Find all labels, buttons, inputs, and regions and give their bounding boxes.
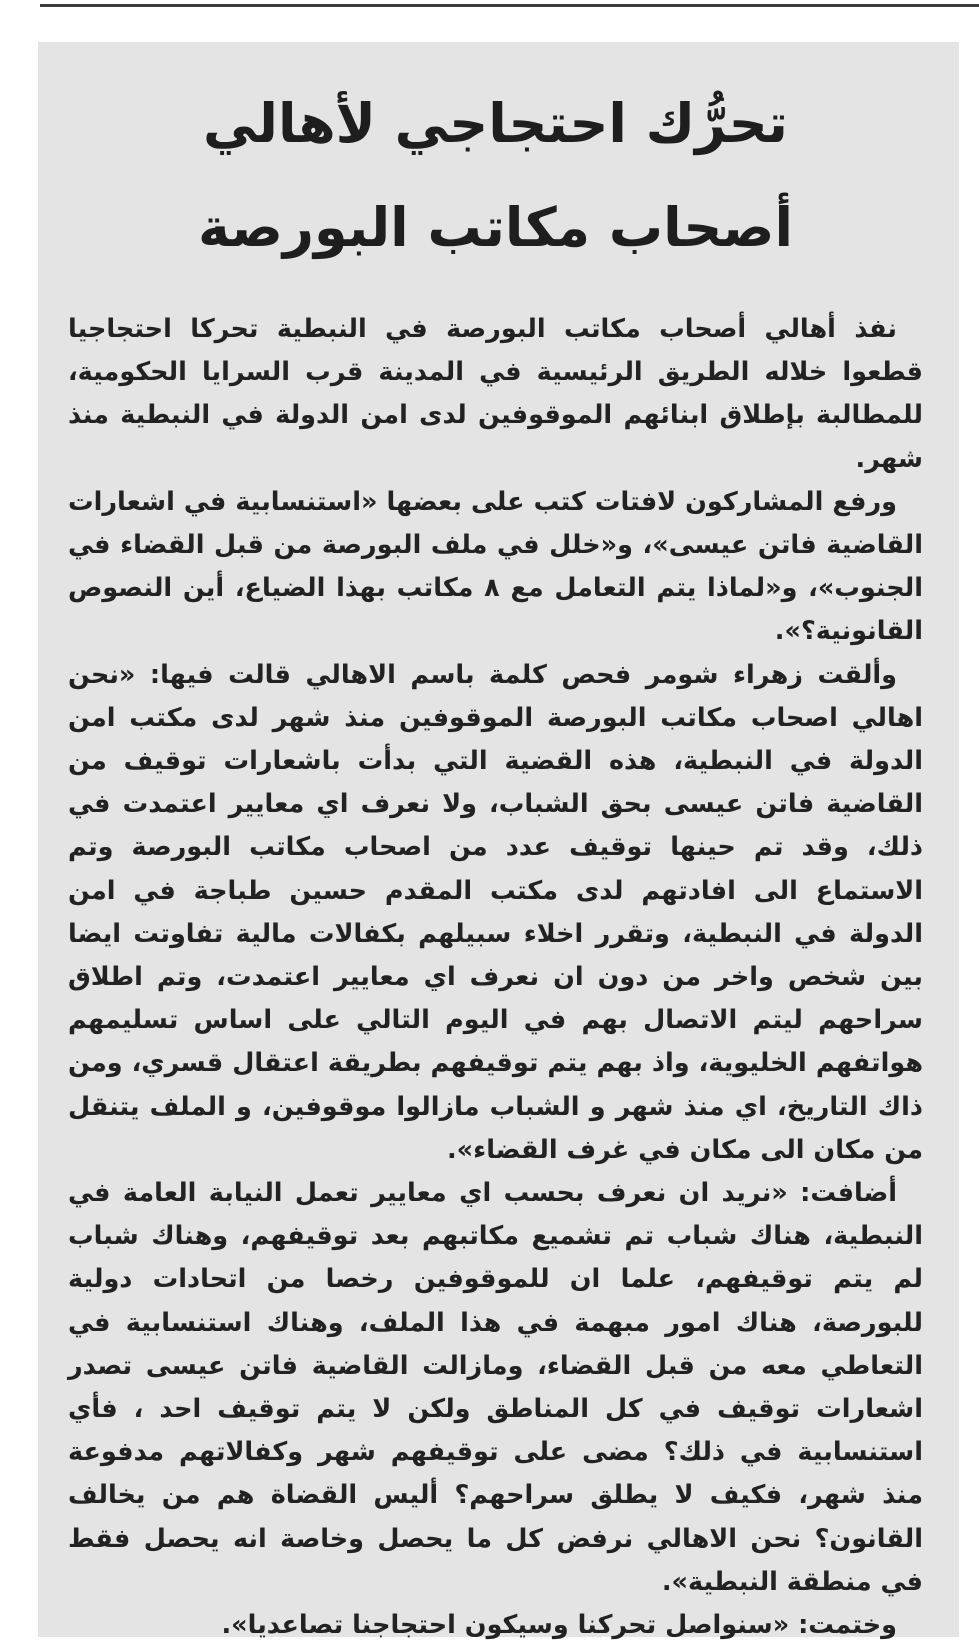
paragraph-1: نفذ أهالي أصحاب مكاتب البورصة في النبطية تحركا احتجاجيا قطعوا خلاله الطريق الرئيسية في المدينة قرب السرايا الحكومية، للمطالبة بإطلاق ابنائهم الموقوفين لدى امن الدولة في النبطية منذ شهر. — [68, 314, 923, 474]
headline-line-2: أصحاب مكاتب البورصة — [197, 196, 793, 259]
paragraph-5: وختمت: «سنواصل تحركنا وسيكون احتجاجنا تصاعديا». — [221, 1610, 897, 1641]
paragraph-3: وألقت زهراء شومر فحص كلمة باسم الاهالي قالت فيها: «نحن اهالي اصحاب مكاتب البورصة الموقوفين منذ شهر لدى مكتب امن الدولة في النبطية، هذه القضية التي بدأت باشعارات توقيف من القاضية فاتن عيسى بحق الشباب، ولا نعرف اي معايير اعتمدت في ذلك، وقد تم حينها توقيف عدد من اصحاب مكاتب البورصة وتم الاستماع الى افادتهم لدى مكتب المقدم حسين طباجة في امن الدولة في النبطية، وتقرر اخلاء سبيلهم بكفالات مالية تفاوتت ايضا بين شخص واخر من دون ان نعرف اي معايير اعتمدت، وتم اطلاق سراحهم ليتم الاتصال بهم في اليوم التالي على اساس تسليمهم هواتفهم الخليوية، واذ بهم يتم توقيفهم بطريقة اعتقال قسري، ومن ذاك التاريخ، اي منذ شهر و الشباب مازالوا موقوفين، و الملف يتنقل من مكان الى مكان في غرف القضاء». — [68, 659, 923, 1165]
top-rule — [40, 4, 979, 7]
headline — [68, 72, 923, 280]
paragraph-2: ورفع المشاركون لافتات كتب على بعضها «استنسابية في اشعارات القاضية فاتن عيسى»، و«خلل في ملف البورصة من قبل القضاء في الجنوب»، و«لماذا يتم التعامل مع ٨ مكاتب بهذا الضياع، أين النصوص القانونية؟». — [68, 486, 924, 647]
article-body — [68, 308, 923, 1647]
article-box — [38, 42, 959, 1641]
headline-line-1: تحرُّك احتجاجي لأهالي — [203, 92, 788, 155]
paragraph-4: أضافت: «نريد ان نعرف بحسب اي معايير تعمل النيابة العامة في النبطية، هناك شباب تم تشميع مكاتبهم بعد توقيفهم، وهناك شباب لم يتم توقيفهم، علما ان للموقوفين رخصا من اتحادات دولية للبورصة، هناك امور مبهمة في هذا الملف، وهناك استنسابية في التعاطي معه من قبل القضاء، ومازالت القاضية فاتن عيسى تصدر اشعارات توقيف في كل المناطق ولكن لا يتم توقيف احد ، فأي استنسابية في ذلك؟ مضى على توقيفهم شهر وكفالاتهم مدفوعة منذ شهر، فكيف لا يطلق سراحهم؟ أليس القضاة هم من يخالف القانون؟ نحن الاهالي نرفض كل ما يحصل وخاصة انه يحصل فقط في منطقة النبطية». — [68, 1178, 923, 1597]
